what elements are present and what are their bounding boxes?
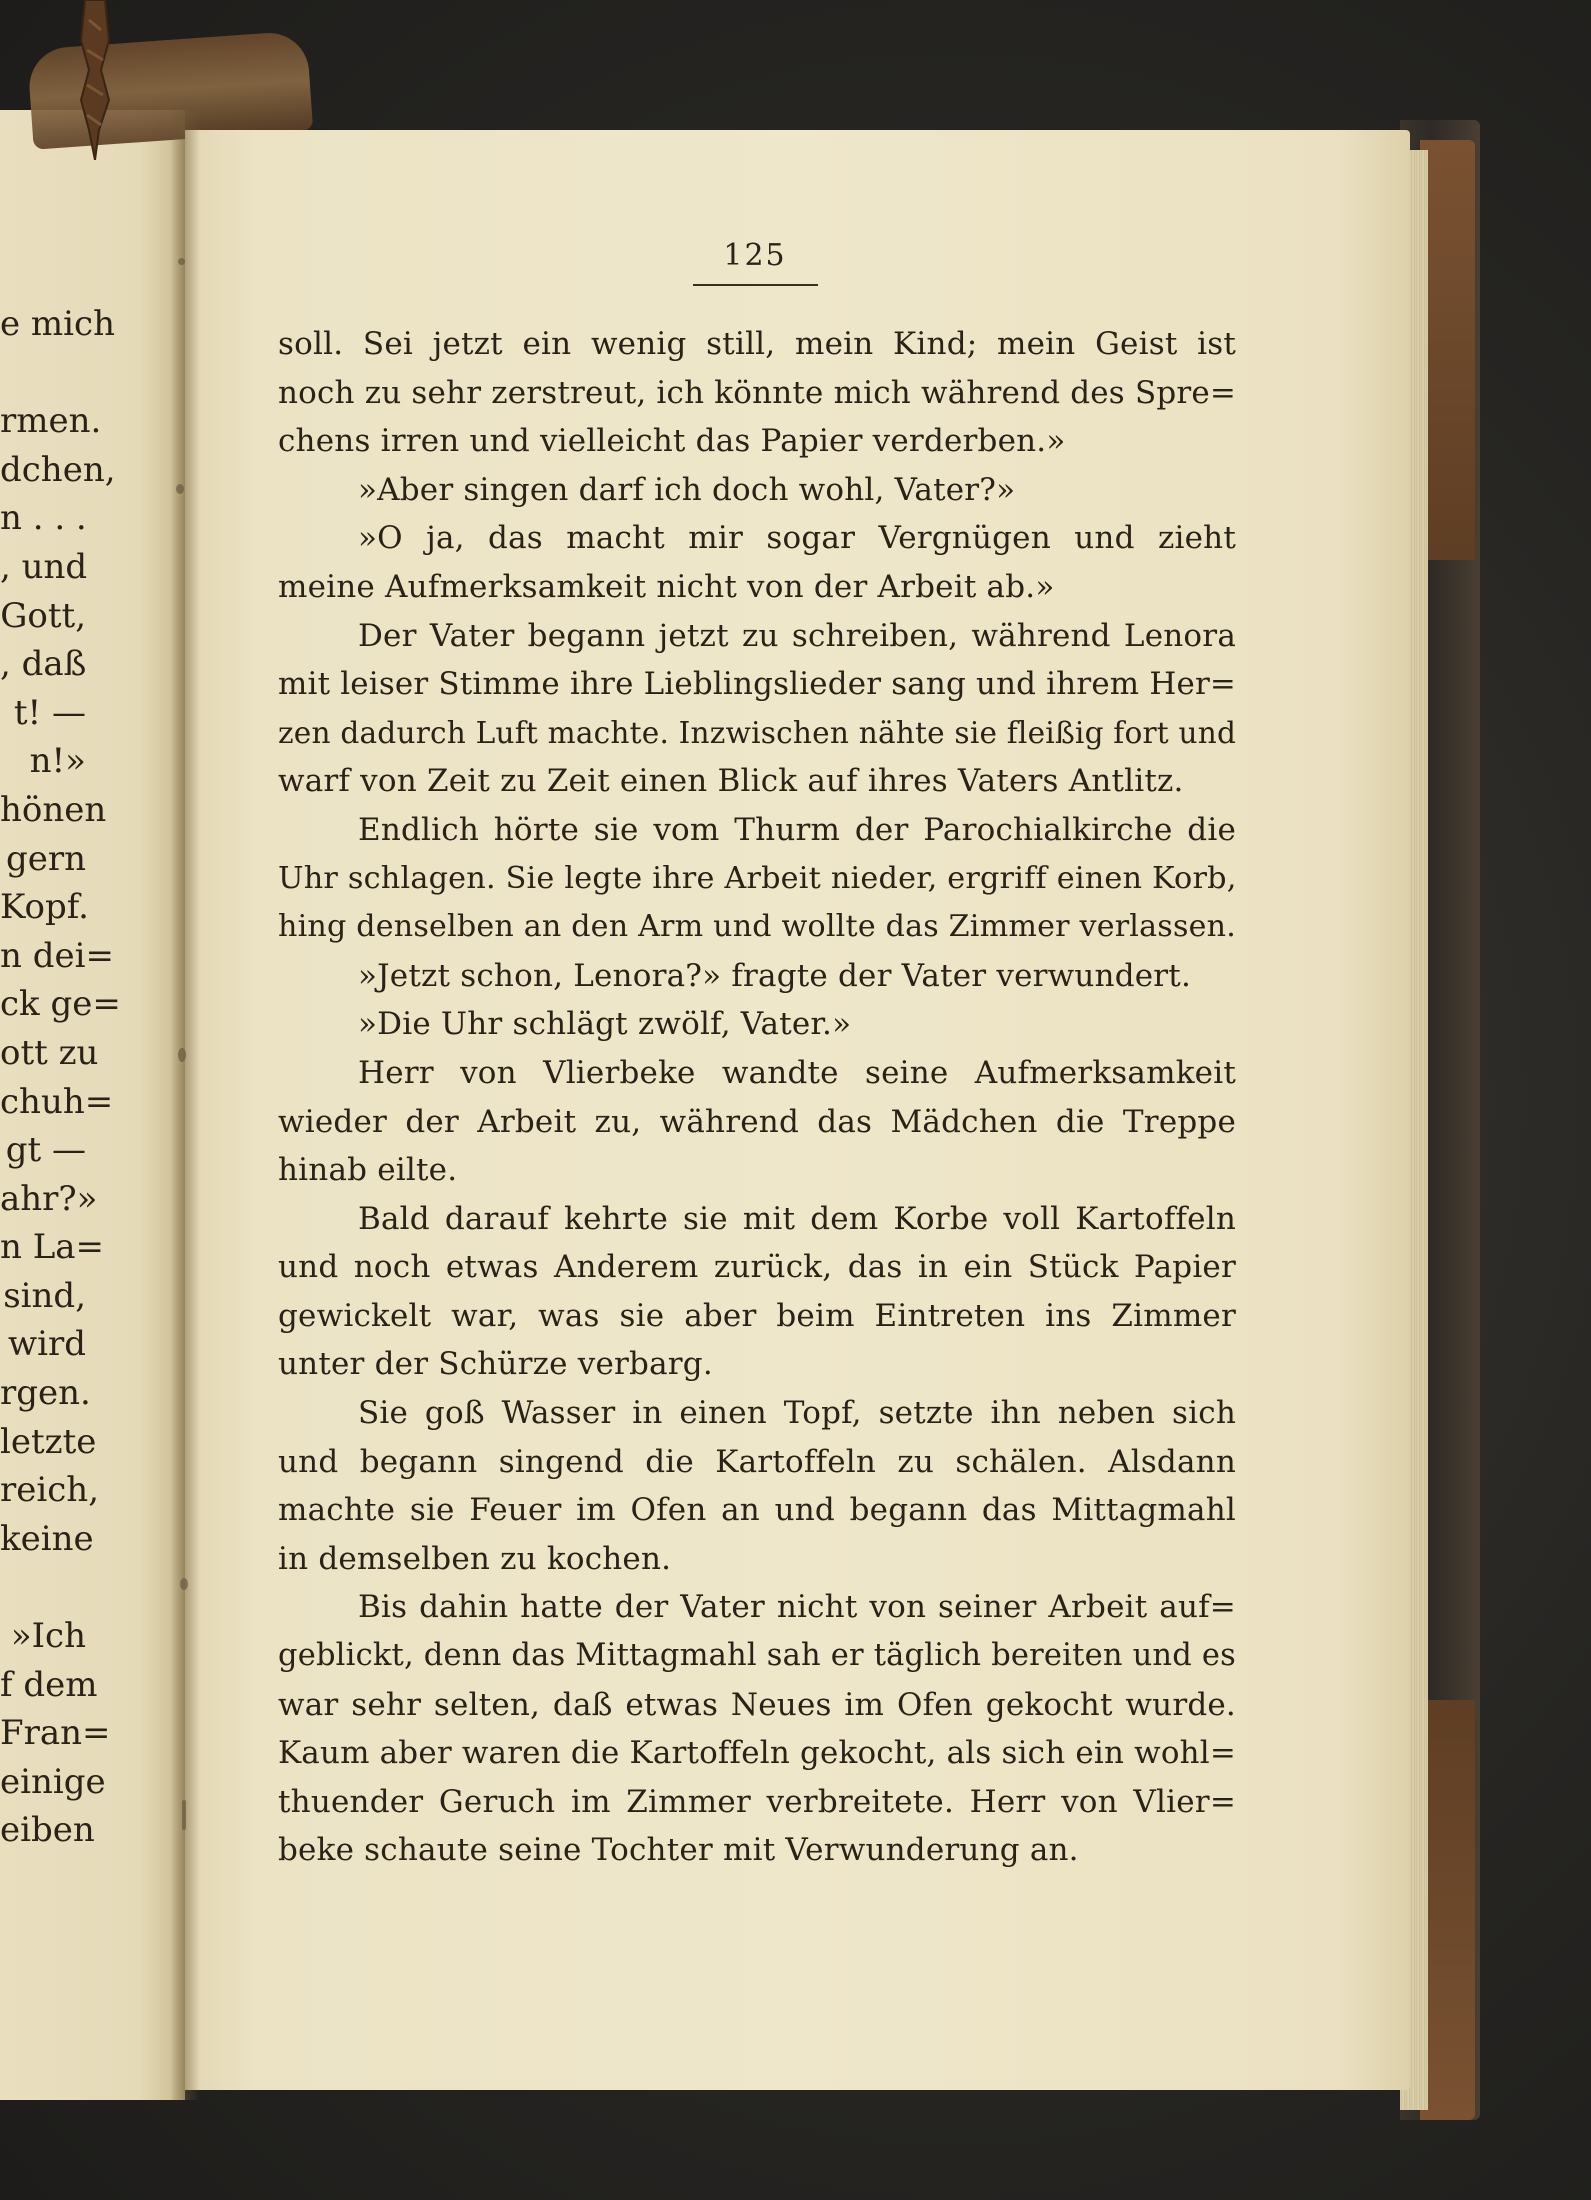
body-line: zen dadurch Luft machte. Inzwischen nähte sie fleißig fort und	[278, 715, 1237, 750]
body-line: »Aber singen darf ich doch wohl, Vater?»	[358, 471, 1016, 508]
left-page-line: letzte	[0, 1421, 97, 1462]
paper-speck	[182, 1800, 186, 1830]
left-page-line: , und	[0, 546, 88, 587]
left-page-line: n!»	[29, 741, 86, 782]
page-number: 125	[723, 238, 787, 273]
left-page-line: »Ich	[10, 1616, 86, 1657]
left-page-line: keine	[0, 1518, 94, 1559]
left-page-line: rmen.	[0, 401, 102, 442]
left-page-line: eiben	[0, 1810, 95, 1851]
left-page-line: dchen,	[0, 449, 116, 490]
left-page-line: sind,	[3, 1275, 86, 1316]
body-line: geblickt, denn das Mittagmahl sah er täglich bereiten und es	[278, 1638, 1236, 1674]
leather-corner-top	[1420, 140, 1475, 560]
body-line: chens irren und vielleicht das Papier verderben.»	[278, 423, 1066, 460]
left-page-line: gt —	[5, 1130, 86, 1171]
body-line: soll. Sei jetzt ein wenig still, mein Kind; mein Geist ist	[278, 326, 1236, 362]
left-page-line: n La=	[0, 1227, 105, 1268]
left-page-line: wird	[8, 1324, 86, 1365]
left-page-line: ahr?»	[0, 1178, 98, 1219]
left-page-line: Kopf.	[0, 887, 89, 928]
left-page-line: t! —	[13, 692, 86, 733]
body-line: hinab eilte.	[278, 1152, 458, 1189]
paper-speck	[176, 484, 184, 494]
body-line: war sehr selten, daß etwas Neues im Ofen gekocht wurde.	[278, 1686, 1236, 1723]
left-page-line: f dem	[0, 1664, 98, 1705]
body-line: meine Aufmerksamkeit nicht von der Arbeit ab.»	[278, 568, 1055, 605]
body-line: »O ja, das macht mir sogar Vergnügen und zieht	[358, 520, 1236, 557]
page-number-rule	[693, 284, 818, 286]
leather-corner-bottom	[1420, 1700, 1475, 2120]
body-line: und begann singend die Kartoffeln zu schälen. Alsdann	[278, 1443, 1236, 1480]
body-line: Uhr schlagen. Sie legte ihre Arbeit nieder, ergriff einen Korb,	[278, 860, 1237, 896]
paper-speck	[178, 258, 185, 265]
left-page-line: n . . .	[0, 498, 87, 539]
body-line: beke schaute seine Tochter mit Verwunderung an.	[278, 1832, 1079, 1869]
left-page-line: einige	[0, 1761, 106, 1802]
body-line: Sie goß Wasser in einen Topf, setzte ihn neben sich	[358, 1395, 1236, 1432]
body-line: Der Vater begann jetzt zu schreiben, während Lenora	[358, 617, 1236, 654]
body-line: wieder der Arbeit zu, während das Mädchen die Treppe	[278, 1103, 1236, 1140]
body-line: hing denselben an den Arm und wollte das Zimmer verlassen.	[278, 909, 1236, 945]
left-page-line: chuh=	[0, 1081, 114, 1122]
left-page-line: rgen.	[0, 1373, 91, 1414]
left-page-line: Gott,	[0, 595, 86, 636]
left-page-line: n dei=	[0, 935, 114, 976]
body-line: Endlich hörte sie vom Thurm der Parochialkirche die	[358, 811, 1236, 848]
body-line: gewickelt war, was sie aber beim Eintreten ins Zimmer	[278, 1297, 1236, 1334]
left-page-line: hönen	[0, 789, 107, 830]
page-body-text	[278, 320, 1236, 1875]
body-line: warf von Zeit zu Zeit einen Blick auf ihres Vaters Antlitz.	[278, 763, 1184, 800]
left-page-line	[0, 349, 176, 398]
left-page-line: , daß	[0, 644, 87, 685]
body-line: mit leiser Stimme ihre Lieblingslieder sang und ihrem Her=	[278, 666, 1236, 703]
body-line: noch zu sehr zerstreut, ich könnte mich während des Spre=	[278, 374, 1237, 411]
body-line: machte sie Feuer im Ofen an und begann das Mittagmahl	[278, 1492, 1236, 1529]
left-page-line: Fran=	[0, 1713, 111, 1754]
left-page-text	[0, 300, 176, 1855]
paper-speck	[180, 1578, 188, 1590]
body-line: Herr von Vlierbeke wandte seine Aufmerksamkeit	[358, 1054, 1236, 1091]
left-page-line: gern	[5, 838, 86, 879]
body-line: und noch etwas Anderem zurück, das in ein Stück Papier	[278, 1249, 1236, 1286]
body-line: »Die Uhr schlägt zwölf, Vater.»	[358, 1006, 852, 1043]
left-page-line: ott zu	[0, 1032, 99, 1073]
bookmark-ribbon-icon[interactable]	[75, 0, 115, 160]
body-line: Bald darauf kehrte sie mit dem Korbe voll Kartoffeln	[358, 1200, 1236, 1237]
paper-speck	[178, 1048, 186, 1062]
body-line: unter der Schürze verbarg.	[278, 1346, 713, 1383]
left-page-line: reich,	[0, 1470, 99, 1511]
body-line: Kaum aber waren die Kartoffeln gekocht, als sich ein wohl=	[278, 1735, 1236, 1772]
body-line: »Jetzt schon, Lenora?» fragte der Vater verwundert.	[358, 957, 1192, 994]
left-page-line	[0, 1563, 176, 1612]
body-line: Bis dahin hatte der Vater nicht von seiner Arbeit auf=	[358, 1589, 1236, 1626]
left-page-line: ck ge=	[0, 984, 121, 1025]
body-line: thuender Geruch im Zimmer verbreitete. Herr von Vlier=	[278, 1783, 1236, 1820]
left-page-line: e mich	[0, 304, 115, 344]
body-line: in demselben zu kochen.	[278, 1540, 672, 1577]
